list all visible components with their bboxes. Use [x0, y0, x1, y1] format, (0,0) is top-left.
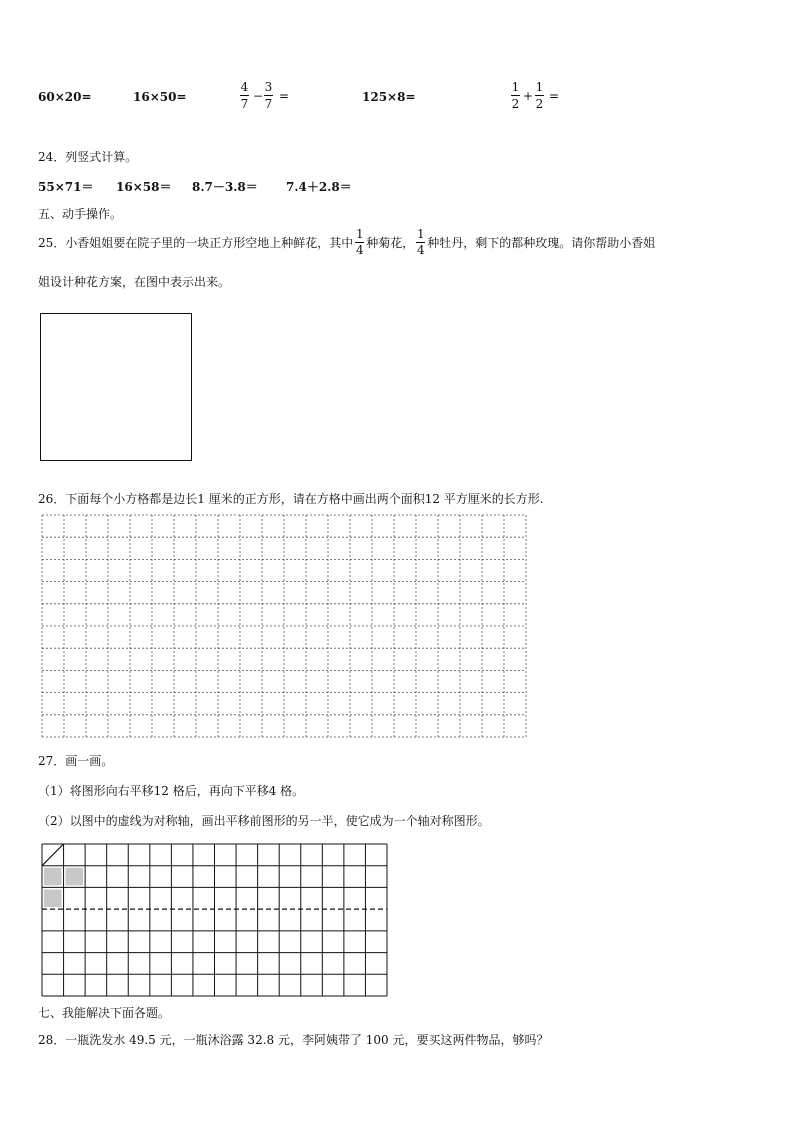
fraction-denominator: 7 — [264, 97, 273, 111]
q28-title: 28．一瓶洗发水 49.5 元，一瓶沐浴露 32.8 元，李阿姨带了 100 元，要买这两件物品，够吗？ — [38, 1033, 549, 1047]
q27-grid[interactable] — [42, 844, 387, 996]
fraction-numerator: 1 — [535, 80, 544, 94]
fraction-numerator: 1 — [511, 80, 520, 94]
q24-item-3: 8.7－3.8＝ — [192, 180, 258, 194]
q26-dotted-grid[interactable] — [42, 515, 526, 737]
fraction-equals: = — [549, 89, 560, 103]
fraction-numerator: 1 — [416, 227, 425, 241]
q25-text-part-2: 种菊花， — [366, 236, 415, 250]
fraction-denominator: 4 — [416, 243, 425, 257]
oral-expr-1: 60×20= — [38, 90, 92, 104]
q25-square-plot[interactable] — [40, 313, 192, 461]
shaded-cell — [66, 868, 84, 886]
oral-expr-3: 125×8= — [362, 90, 416, 104]
fraction-denominator: 4 — [355, 243, 364, 257]
q27-sub-1: （1）将图形向右平移12 格后，再向下平移4 格。 — [38, 784, 305, 798]
q24-item-2: 16×58＝ — [116, 180, 172, 194]
q24-title: 24．列竖式计算。 — [38, 150, 138, 164]
q25-line-1 — [38, 228, 655, 257]
section-5-heading: 五、动手操作。 — [38, 207, 123, 221]
fraction-operator: − — [253, 89, 264, 103]
fraction-numerator: 4 — [240, 80, 249, 94]
oral-expr-2: 16×50= — [133, 90, 187, 104]
fraction-numerator: 1 — [355, 227, 364, 241]
fraction-denominator: 7 — [240, 97, 249, 111]
section-7-heading: 七、我能解决下面各题。 — [38, 1006, 171, 1020]
shape-diagonal-edge — [42, 844, 64, 866]
q25-line-2: 姐设计种花方案，在图中表示出来。 — [38, 275, 231, 289]
q27-sub-2: （2）以图中的虚线为对称轴，画出平移前图形的另一半，使它成为一个轴对称图形。 — [38, 814, 490, 828]
fraction-numerator: 3 — [264, 80, 273, 94]
q24-item-4: 7.4＋2.8＝ — [286, 180, 352, 194]
q24-item-1: 55×71＝ — [38, 180, 94, 194]
q25-fraction-2 — [416, 228, 425, 257]
q25-fraction-1 — [355, 228, 364, 257]
shaded-cell — [44, 889, 62, 907]
q26-title: 26．下面每个小方格都是边长1 厘米的正方形，请在方格中画出两个面积12 平方厘米的长方形. — [38, 492, 544, 506]
shaded-cell — [44, 868, 62, 886]
fraction-operator: + — [523, 89, 534, 103]
q27-title: 27．画一画。 — [38, 754, 114, 768]
fraction-equals: = — [279, 89, 290, 103]
fraction-denominator: 2 — [511, 97, 520, 111]
q25-text-part-3: 种牡丹，剩下的都种玫瑰。请你帮助小香姐 — [427, 236, 656, 250]
fraction-denominator: 2 — [535, 97, 544, 111]
q25-text-part-1: 25．小香姐姐要在院子里的一块正方形空地上种鲜花，其中 — [38, 236, 354, 250]
